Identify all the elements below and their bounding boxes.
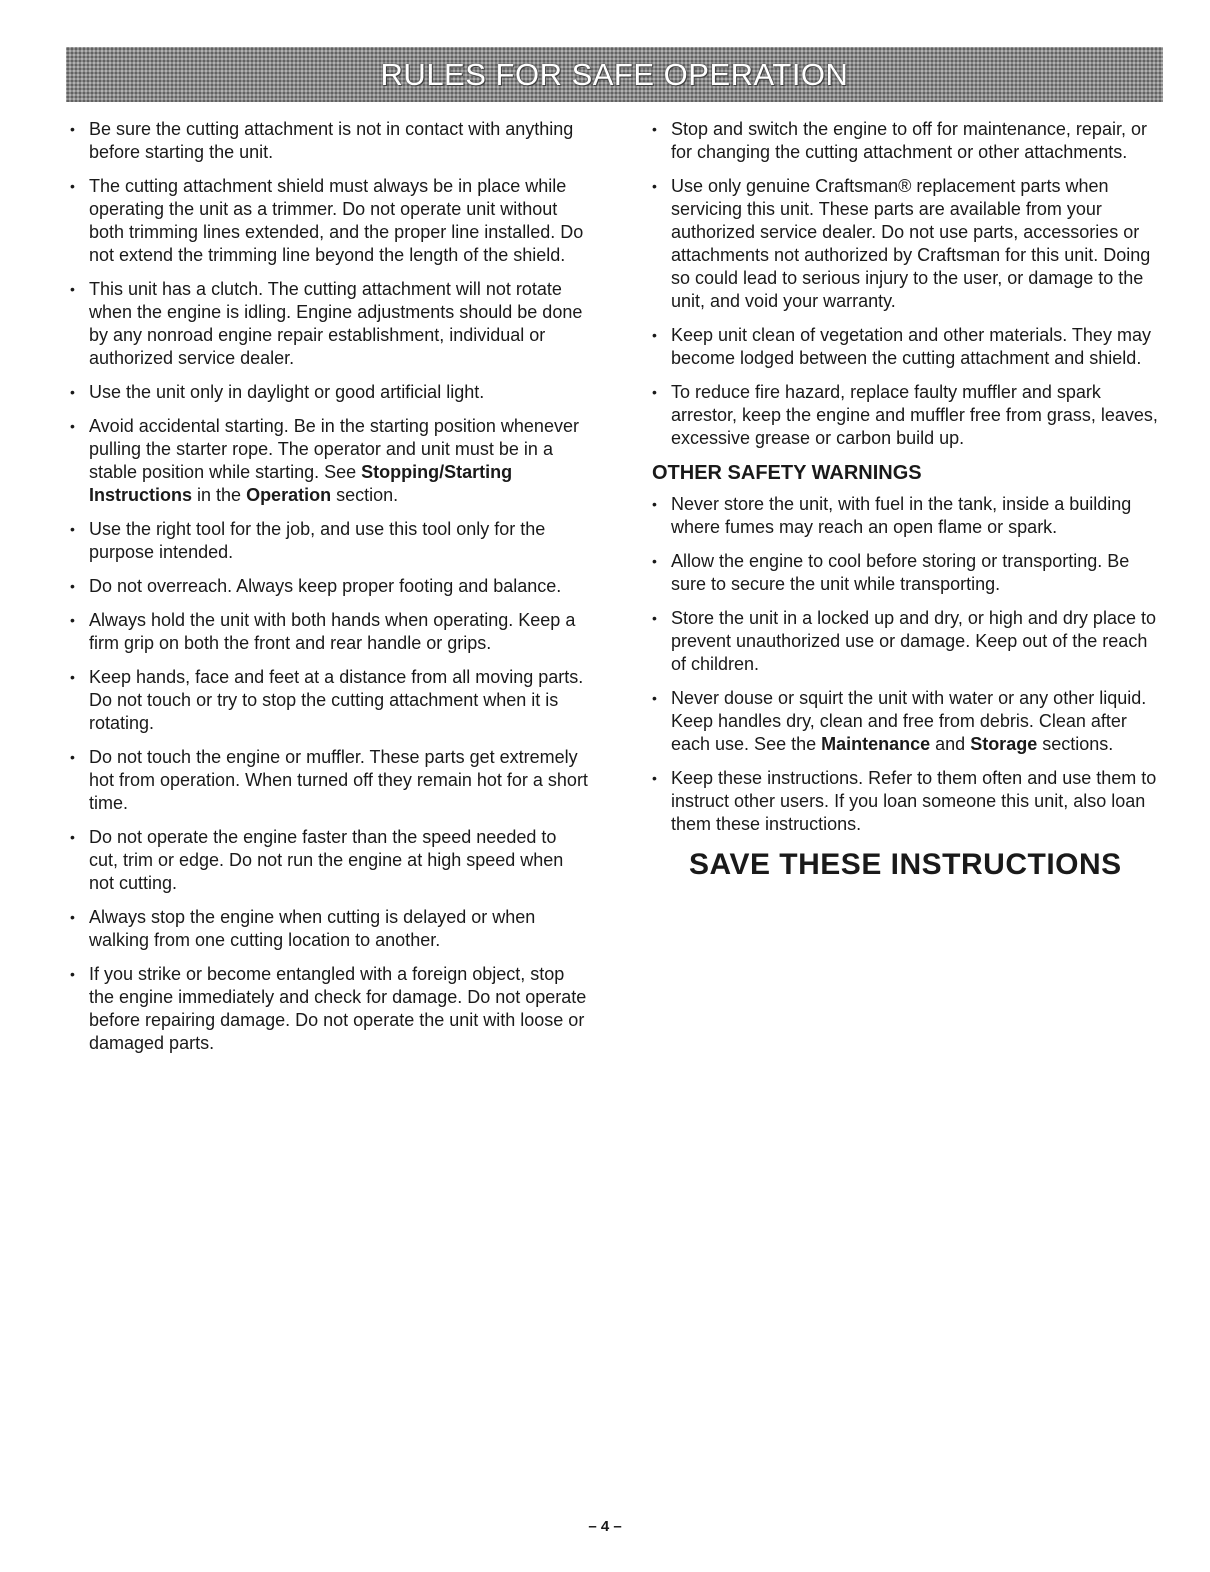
bullet-icon: • — [70, 749, 75, 765]
left-column — [70, 118, 590, 1066]
bullet-icon: • — [652, 384, 657, 400]
rule-text: Do not operate the engine faster than the speed needed to cut, trim or edge. Do not run the engine at high speed when not cutting. — [89, 827, 564, 893]
rule-text: Use only genuine Craftsman® replacement parts when servicing this unit. These parts are available from your authorized service dealer. Do not use parts, accessories or attachments not authorized by Craftsman for this unit. Doing so could lead to serious injury to the user, or damage to the unit, and void your warranty. — [671, 176, 1151, 311]
list-item — [70, 575, 590, 598]
bullet-icon: • — [70, 909, 75, 925]
rule-text: To reduce fire hazard, replace faulty muffler and spark arrestor, keep the engine and muffler free from grass, leaves, excessive grease or carbon build up. — [671, 382, 1158, 448]
bullet-icon: • — [652, 610, 657, 626]
other-warnings-list — [652, 493, 1167, 836]
rules-list-right — [652, 118, 1167, 450]
rule-text: Never store the unit, with fuel in the tank, inside a building where fumes may reach an open flame or spark. — [671, 494, 1132, 537]
rule-text: Allow the engine to cool before storing or transporting. Be sure to secure the unit while transporting. — [671, 551, 1130, 594]
list-item — [652, 607, 1167, 676]
bullet-icon: • — [70, 578, 75, 594]
rule-text: Never douse or squirt the unit with water or any other liquid. Keep handles dry, clean and free from debris. Clean after each use. See the — [671, 688, 1147, 754]
list-item — [652, 767, 1167, 836]
rule-text: Be sure the cutting attachment is not in contact with anything before starting the unit. — [89, 119, 574, 162]
list-item — [70, 963, 590, 1055]
rule-text-bold: Stopping/Starting Instructions — [89, 462, 513, 505]
list-item — [652, 550, 1167, 596]
list-item — [70, 278, 590, 370]
list-item — [70, 175, 590, 267]
rules-list-left — [70, 118, 590, 1055]
list-item — [70, 381, 590, 404]
list-item — [652, 118, 1167, 164]
save-instructions-heading: SAVE THESE INSTRUCTIONS — [689, 848, 1122, 881]
rule-text: Always hold the unit with both hands when operating. Keep a firm grip on both the front and rear handle or grips. — [89, 610, 576, 653]
list-item — [70, 746, 590, 815]
rule-text-bold: Maintenance — [821, 734, 931, 754]
bullet-icon: • — [652, 121, 657, 137]
bullet-icon: • — [70, 178, 75, 194]
rule-text: Keep hands, face and feet at a distance from all moving parts. Do not touch or try to stop the cutting attachment when it is rotating. — [89, 667, 584, 733]
list-item — [652, 687, 1167, 756]
list-item — [652, 324, 1167, 370]
rule-text: Do not touch the engine or muffler. These parts get extremely hot from operation. When turned off they remain hot for a short time. — [89, 747, 588, 813]
rule-text: Use the right tool for the job, and use this tool only for the purpose intended. — [89, 519, 546, 562]
rule-text: The cutting attachment shield must always be in place while operating the unit as a trimmer. Do not operate unit without both trimming lines extended, and the proper line installed. Do not extend the trimming line beyond the length of the shield. — [89, 176, 584, 265]
list-item — [70, 118, 590, 164]
rule-text: Store the unit in a locked up and dry, or high and dry place to prevent unauthorized use or damage. Keep out of the reach of children. — [671, 608, 1156, 674]
list-item — [70, 826, 590, 895]
rule-text: Stop and switch the engine to off for maintenance, repair, or for changing the cutting attachment or other attachments. — [671, 119, 1147, 162]
bullet-icon: • — [70, 612, 75, 628]
bullet-icon: • — [70, 418, 75, 434]
bullet-icon: • — [70, 281, 75, 297]
bullet-icon: • — [70, 121, 75, 137]
rule-text: Keep unit clean of vegetation and other materials. They may become lodged between the cutting attachment and shield. — [671, 325, 1151, 368]
list-item — [70, 415, 590, 507]
list-item — [70, 666, 590, 735]
banner-title: RULES FOR SAFE OPERATION — [380, 56, 849, 92]
bullet-icon: • — [652, 496, 657, 512]
bullet-icon: • — [652, 178, 657, 194]
rule-text: sections. — [1037, 734, 1114, 754]
page-number: – 4 – — [588, 1518, 622, 1535]
rule-text: in the — [192, 485, 247, 505]
section-banner — [66, 47, 1163, 102]
bullet-icon: • — [652, 770, 657, 786]
rule-text: Always stop the engine when cutting is delayed or when walking from one cutting location to another. — [89, 907, 536, 950]
rule-text: Keep these instructions. Refer to them often and use them to instruct other users. If you loan someone this unit, also loan them these instructions. — [671, 768, 1157, 834]
rule-text: Use the unit only in daylight or good artificial light. — [89, 382, 485, 402]
rule-text: and — [930, 734, 971, 754]
bullet-icon: • — [70, 966, 75, 982]
rule-text: section. — [331, 485, 399, 505]
list-item — [70, 906, 590, 952]
other-safety-warnings-heading: OTHER SAFETY WARNINGS — [652, 462, 922, 484]
rule-text: This unit has a clutch. The cutting attachment will not rotate when the engine is idling. Engine adjustments should be done by any nonroad engine repair establishment, individual or authorized service dealer. — [89, 279, 583, 368]
bullet-icon: • — [70, 829, 75, 845]
rule-text: Do not overreach. Always keep proper footing and balance. — [89, 576, 562, 596]
bullet-icon: • — [70, 384, 75, 400]
list-item — [652, 381, 1167, 450]
rule-text: Avoid accidental starting. Be in the starting position whenever pulling the starter rope. The operator and unit must be in a stable position while starting. See — [89, 416, 579, 482]
right-column — [652, 118, 1167, 883]
rule-text: If you strike or become entangled with a foreign object, stop the engine immediately and check for damage. Do not operate before repairing damage. Do not operate the unit with loose or damaged parts. — [89, 964, 587, 1053]
list-item — [652, 175, 1167, 313]
rule-text-bold: Operation — [246, 485, 332, 505]
bullet-icon: • — [652, 327, 657, 343]
bullet-icon: • — [70, 669, 75, 685]
bullet-icon: • — [652, 553, 657, 569]
list-item — [70, 609, 590, 655]
list-item — [70, 518, 590, 564]
rule-text-bold: Storage — [970, 734, 1038, 754]
bullet-icon: • — [652, 690, 657, 706]
list-item — [652, 493, 1167, 539]
bullet-icon: • — [70, 521, 75, 537]
